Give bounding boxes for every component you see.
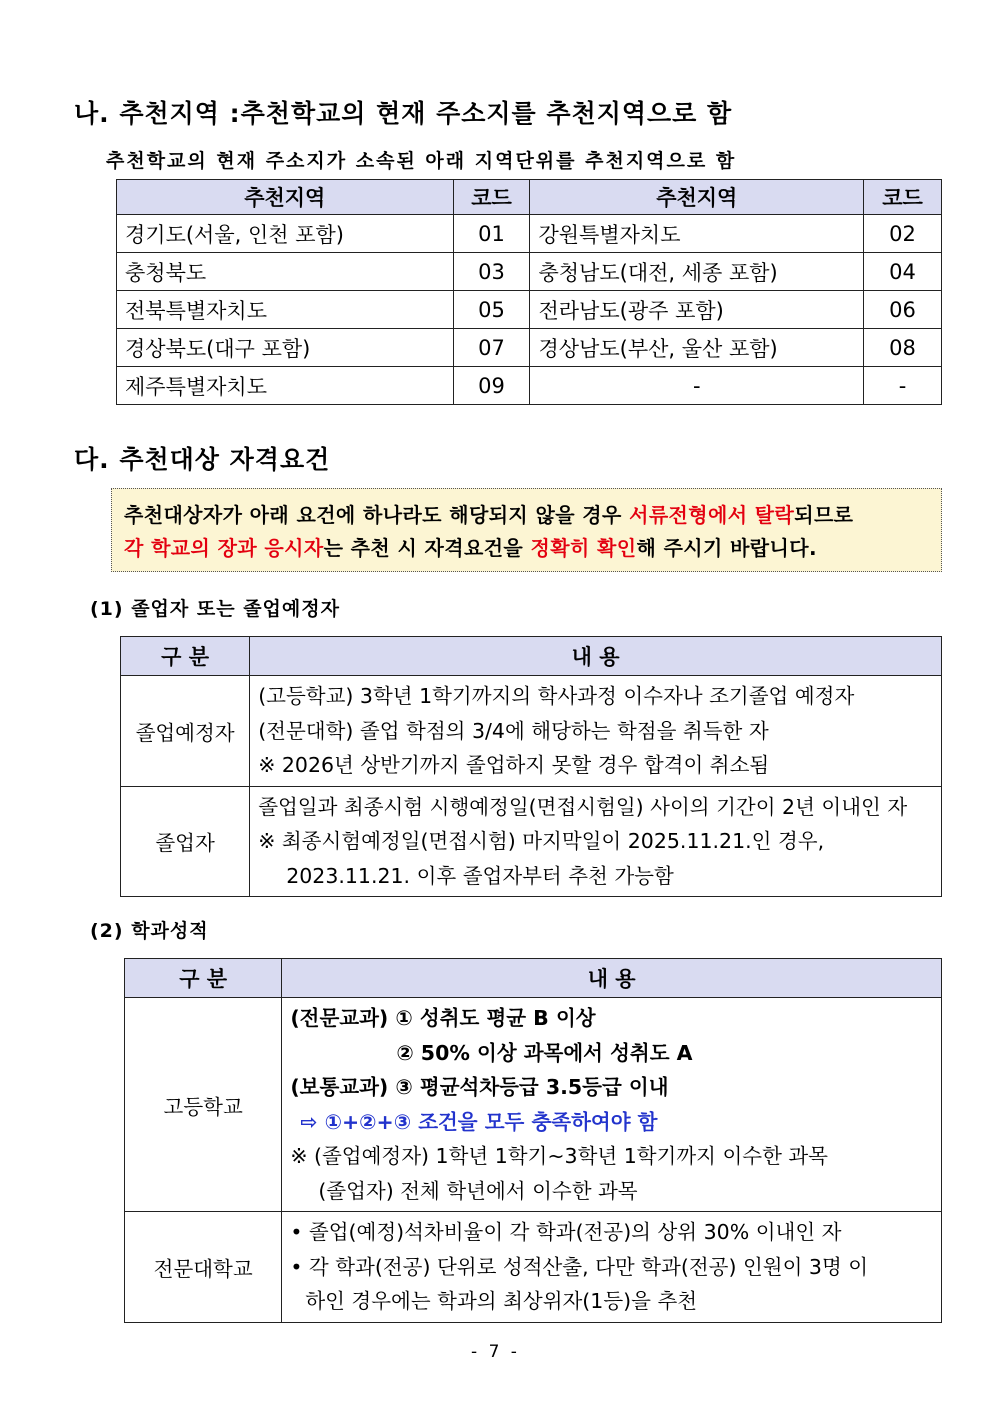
content-line: (보통교과) ③ 평균석차등급 3.5등급 이내	[290, 1075, 669, 1099]
table-row	[117, 215, 942, 253]
notice-text: 는 추천 시 자격요건을	[323, 536, 531, 560]
content-line: 2023.11.21. 이후 졸업자부터 추천 가능함	[286, 863, 674, 888]
region-name: 전북특별자치도	[117, 291, 454, 329]
row-content	[282, 1212, 942, 1323]
region-code-table	[116, 179, 942, 405]
region-code: 04	[864, 253, 942, 291]
page-number: - 7 -	[471, 1342, 520, 1362]
row-content	[250, 676, 942, 787]
table-row	[117, 253, 942, 291]
grades-heading: (2) 학과성적	[90, 920, 209, 942]
table-header-row	[117, 180, 942, 215]
row-label-college: 전문대학교	[125, 1212, 282, 1323]
table-row	[121, 786, 942, 897]
header-region: 추천지역	[530, 180, 864, 215]
content-line: ② 50% 이상 과목에서 성취도 A	[396, 1040, 693, 1065]
region-name: 경기도(서울, 인천 포함)	[117, 215, 454, 253]
section-na-subtitle: 추천학교의 현재 주소지가 소속된 아래 지역단위를 추천지역으로 함	[106, 150, 737, 172]
table-row	[125, 1212, 942, 1323]
region-code: 06	[864, 291, 942, 329]
table-row	[117, 367, 942, 405]
content-line: (전문교과) ① 성취도 평균 B 이상	[290, 1006, 596, 1030]
region-name: 충청남도(대전, 세종 포함)	[530, 253, 864, 291]
section-na-title: 나. 추천지역 :추천학교의 현재 주소지를 추천지역으로 함	[74, 99, 733, 128]
content-line: (전문대학) 졸업 학점의 3/4에 해당하는 학점을 취득한 자	[258, 718, 769, 743]
row-content	[250, 786, 942, 897]
header-category: 구 분	[121, 637, 250, 676]
region-code: 08	[864, 329, 942, 367]
row-label-graduate: 졸업자	[121, 786, 250, 897]
graduation-table	[120, 636, 942, 897]
content-line-highlight: ⇨ ①+②+③ 조건을 모두 충족하여야 함	[300, 1109, 658, 1134]
notice-text: 해 주시기 바랍니다.	[636, 536, 817, 560]
content-line: ※ 2026년 상반기까지 졸업하지 못할 경우 합격이 취소됨	[258, 753, 770, 777]
header-code: 코드	[864, 180, 942, 215]
row-content	[282, 998, 942, 1212]
region-name: -	[530, 367, 864, 405]
content-line: • 졸업(예정)석차비율이 각 학과(전공)의 상위 30% 이내인 자	[290, 1220, 842, 1244]
content-line: • 각 학과(전공) 단위로 성적산출, 다만 학과(전공) 인원이 3명 이	[290, 1254, 869, 1279]
region-name: 경상북도(대구 포함)	[117, 329, 454, 367]
region-code: 05	[453, 291, 530, 329]
region-name: 전라남도(광주 포함)	[530, 291, 864, 329]
graduation-heading: (1) 졸업자 또는 졸업예정자	[90, 598, 340, 620]
region-code: -	[864, 367, 942, 405]
header-code: 코드	[453, 180, 530, 215]
region-name: 강원특별자치도	[530, 215, 864, 253]
grades-table	[124, 958, 942, 1323]
header-content: 내 용	[282, 959, 942, 998]
table-row	[125, 998, 942, 1212]
content-line: ※ 최종시험예정일(면접시험) 마지막일이 2025.11.21.인 경우,	[258, 829, 825, 853]
notice-text: 되므로	[794, 503, 854, 527]
content-line: 졸업일과 최종시험 시행예정일(면접시험일) 사이의 기간이 2년 이내인 자	[258, 794, 908, 819]
region-code: 02	[864, 215, 942, 253]
notice-text: 추천대상자가 아래 요건에 하나라도 해당되지 않을 경우	[124, 503, 630, 527]
region-code: 07	[453, 329, 530, 367]
notice-highlight: 정확히 확인	[530, 536, 637, 560]
region-code: 09	[453, 367, 530, 405]
region-code: 01	[453, 215, 530, 253]
content-line: (졸업자) 전체 학년에서 이수한 과목	[318, 1178, 638, 1203]
header-content: 내 용	[250, 637, 942, 676]
header-category: 구 분	[125, 959, 282, 998]
region-code: 03	[453, 253, 530, 291]
notice-highlight: 서류전형에서 탈락	[629, 503, 795, 527]
header-region: 추천지역	[117, 180, 454, 215]
table-row	[117, 291, 942, 329]
section-da-title: 다. 추천대상 자격요건	[74, 445, 331, 474]
table-row	[117, 329, 942, 367]
notice-highlight: 각 학교의 장과 응시자	[124, 536, 324, 560]
table-row	[121, 676, 942, 787]
region-name: 경상남도(부산, 울산 포함)	[530, 329, 864, 367]
row-label-high-school: 고등학교	[125, 998, 282, 1212]
region-name: 제주특별자치도	[117, 367, 454, 405]
eligibility-notice-box	[111, 488, 942, 572]
content-line: (고등학교) 3학년 1학기까지의 학사과정 이수자나 조기졸업 예정자	[258, 684, 855, 708]
content-line: ※ (졸업예정자) 1학년 1학기~3학년 1학기까지 이수한 과목	[290, 1144, 828, 1168]
table-header-row	[121, 637, 942, 676]
region-name: 충청북도	[117, 253, 454, 291]
content-line: 하인 경우에는 학과의 최상위자(1등)을 추천	[305, 1289, 698, 1313]
row-label-expected-graduate: 졸업예정자	[121, 676, 250, 787]
table-header-row	[125, 959, 942, 998]
